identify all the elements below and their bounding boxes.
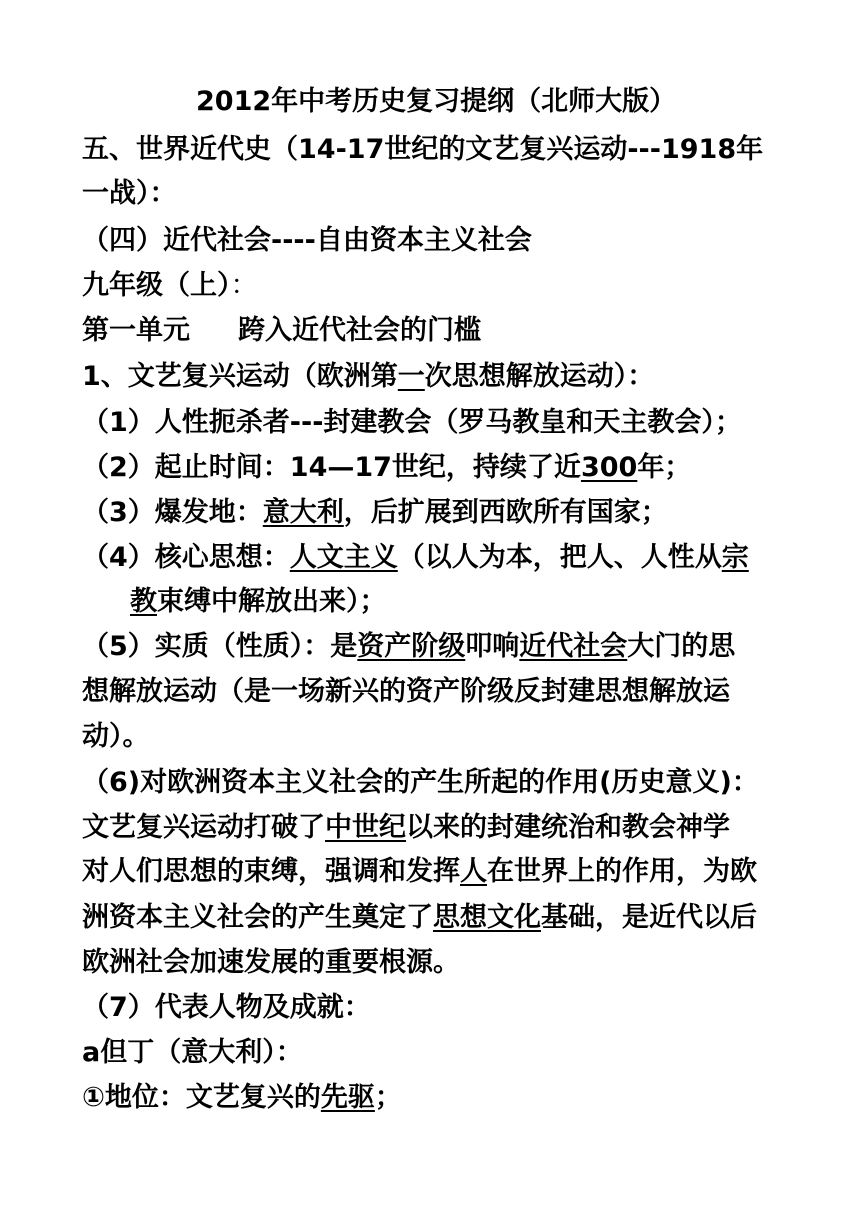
underlined-term: 中世纪 (325, 812, 406, 843)
point-3: （3）爆发地：意大利，后扩展到西欧所有国家； (82, 497, 668, 528)
point-1: （1）人性扼杀者---封建教会（罗马教皇和天主教会）； (82, 407, 742, 438)
underlined-term: 教 (130, 586, 157, 617)
underlined-term: 资产阶级 (357, 631, 466, 662)
point-4: （4）核心思想：人文主义（以人为本，把人、人性从宗 (82, 542, 749, 573)
point-6-body: 欧洲社会加速发展的重要根源。 (82, 947, 460, 978)
unit-heading (82, 309, 481, 353)
underlined-term: 意大利 (262, 497, 344, 528)
point-2: （2）起止时间：14—17世纪，持续了近300年； (82, 452, 692, 483)
document-title: 2012年中考历史复习提纲（北师大版） (196, 86, 677, 117)
person-heading: a但丁（意大利）： (82, 1037, 303, 1068)
subsection-heading: （四）近代社会----自由资本主义社会 (82, 225, 532, 256)
section-heading-cont: 一战）： (82, 178, 177, 209)
point-5: （5）实质（性质）：是资产阶级叩响近代社会大门的思 (82, 631, 736, 662)
underlined-term: 一 (397, 361, 425, 392)
point-5-cont: 动）。 (82, 721, 150, 752)
point-4-cont: 教束缚中解放出来）； (130, 586, 387, 617)
underlined-term: 300 (580, 452, 638, 483)
point-6-body: 文艺复兴运动打破了中世纪以来的封建统治和教会神学 (82, 812, 730, 843)
underlined-term: 宗 (721, 542, 749, 573)
underlined-term: 近代社会 (519, 631, 628, 662)
grade-heading (82, 264, 258, 308)
underlined-term: 人文主义 (289, 542, 398, 573)
person-point: ①地位：文艺复兴的先驱； (82, 1082, 402, 1113)
unit-title: 跨入近代社会的门槛 (238, 315, 481, 346)
point-6-body: 洲资本主义社会的产生奠定了思想文化基础，是近代以后 (82, 902, 757, 933)
point-5-cont: 想解放运动（是一场新兴的资产阶级反封建思想解放运 (82, 676, 730, 707)
point-7: （7）代表人物及成就： (82, 992, 371, 1023)
unit-number: 第一单元 (82, 315, 190, 346)
underlined-term: 人 (460, 856, 487, 887)
topic-heading: 1、文艺复兴运动（欧洲第一次思想解放运动）： (82, 361, 655, 392)
underlined-term: 先驱 (320, 1082, 375, 1113)
underlined-term: 思想文化 (433, 902, 541, 933)
grade-label: 九年级（上） (82, 270, 231, 301)
grade-colon: ： (230, 270, 258, 301)
point-6-body: 对人们思想的束缚，强调和发挥人在世界上的作用，为欧 (82, 856, 757, 887)
section-heading: 五、世界近代史（14-17世纪的文艺复兴运动---1918年 (82, 134, 764, 165)
point-6: （6)对欧洲资本主义社会的产生所起的作用(历史意义)： (82, 767, 759, 798)
